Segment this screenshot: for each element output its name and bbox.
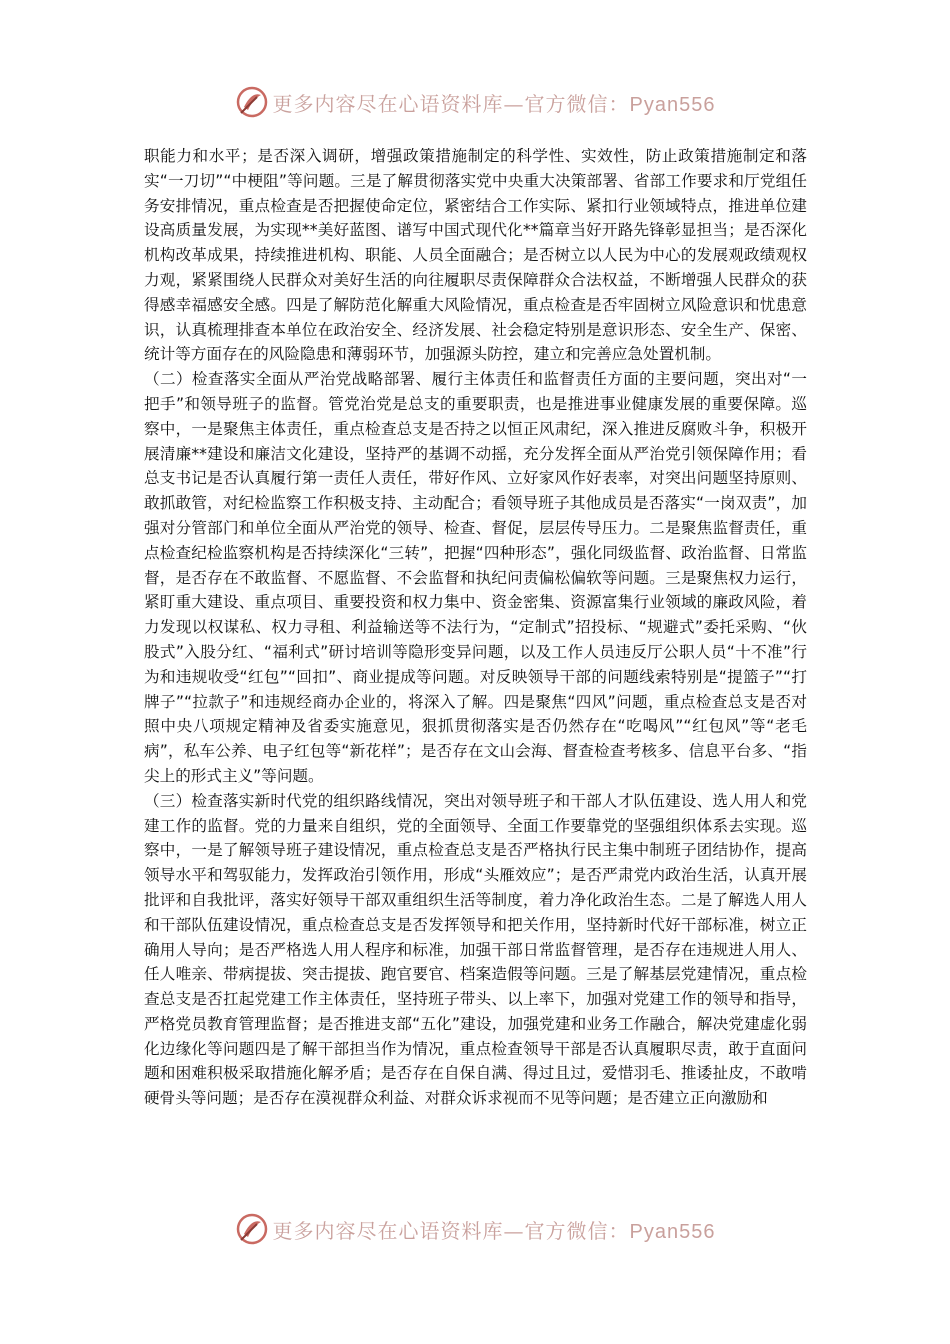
watermark-text: 更多内容尽在心语资料库—官方微信： [272,1218,630,1243]
logo-icon [235,1212,269,1246]
watermark-id: Pyan556 [629,1220,716,1243]
watermark-id: Pyan556 [629,93,716,116]
paragraph: （二）检查落实全面从严治党战略部署、履行主体责任和监督责任方面的主要问题，突出对“一把手”和领导班子的监督。管党治党是总支的重要职责，也是推进事业健康发展的重要保障。巡察中，一是聚焦主体责任，重点检查总支是否持之以恒正风肃纪，深入推进反腐败斗争，积极开展清廉**建设和廉洁文化建设，坚持严的基调不动摇，充分发挥全面从严治党引领保障作用；看总支书记是否认真履行第一责任人责任，带好作风、立好家风作好表率，对突出问题坚持原则、敢抓敢管，对纪检监察工作积极支持、主动配合；看领导班子其他成员是否落实“一岗双责”，加强对分管部门和单位全面从严治党的领导、检查、督促，层层传导压力。二是聚焦监督责任，重点检查纪检监察机构是否持续深化“三转”，把握“四种形态”，强化同级监督、政治监督、日常监督，是否存在不敢监督、不愿监督、不会监督和执纪问责偏松偏软等问题。三是聚焦权力运行，紧盯重大建设、重点项目、重要投资和权力集中、资金密集、资源富集行业领域的廉政风险，着力发现以权谋私、权力寻租、利益输送等不法行为，“定制式”招投标、“规避式”委托采购、“伙股式”入股分红、“福利式”研讨培训等隐形变异问题，以及工作人员违反厅公职人员“十不准”行为和违规收受“红包”“回扣”、商业提成等问题。对反映领导干部的问题线索特别是“提篮子”“打牌子”“拉款子”和违规经商办企业的，将深入了解。四是聚焦“四风”问题，重点检查总支是否对照中央八项规定精神及省委实施意见，狠抓贯彻落实是否仍然存在“吃喝风”“红包风”等“老毛病”，私车公养、电子红包等“新花样”；是否存在文山会海、督查检查考核多、信息平台多、“指尖上的形式主义”等问题。 [144,370,807,785]
paragraph: 职能力和水平；是否深入调研，增强政策措施制定的科学性、实效性，防止政策措施制定和落实“一刀切”“中梗阻”等问题。三是了解贯彻落实党中央重大决策部署、省部工作要求和厅党组任务安排情况，重点检查是否把握使命定位，紧密结合工作实际、紧扣行业领域特点，推进单位建设高质量发展，为实现**美好蓝图、谱写中国式现代化**篇章当好开路先锋彰显担当；是否深化机构改革成果，持续推进机构、职能、人员全面融合；是否树立以人民为中心的发展观政绩观权力观，紧紧围绕人民群众对美好生活的向往履职尽责保障群众合法权益，不断增强人民群众的获得感幸福感安全感。四是了解防范化解重大风险情况，重点检查是否牢固树立风险意识和忧患意识，认真梳理排查本单位在政治安全、经济发展、社会稳定特别是意识形态、安全生产、保密、统计等方面存在的风险隐患和薄弱环节，加强源头防控，建立和完善应急处置机制。 [144,147,807,364]
footer-watermark [0,1207,950,1251]
paragraph: （三）检查落实新时代党的组织路线情况，突出对领导班子和干部人才队伍建设、选人用人和党建工作的监督。党的力量来自组织，党的全面领导、全面工作要靠党的坚强组织体系去实现。巡察中，一是了解领导班子建设情况，重点检查总支是否严格执行民主集中制班子团结协作，提高领导水平和驾驭能力，发挥政治引领作用，形成“头雁效应”；是否严肃党内政治生活，认真开展批评和自我批评，落实好领导干部双重组织生活等制度，着力净化政治生态。二是了解选人用人和干部队伍建设情况，重点检查总支是否发挥领导和把关作用，坚持新时代好干部标准，树立正确用人导向；是否严格选人用人程序和标准，加强干部日常监督管理，是否存在违规进人用人、任人唯亲、带病提拔、突击提拔、跑官要官、档案造假等问题。三是了解基层党建情况，重点检查总支是否扛起党建工作主体责任，坚持班子带头、以上率下，加强对党建工作的领导和指导，严格党员教育管理监督；是否推进支部“五化”建设，加强党建和业务工作融合，解决党建虚化弱化边缘化等问题四是了解干部担当作为情况，重点检查领导干部是否认真履职尽责，敢于直面问题和困难积极采取措施化解矛盾；是否存在自保自满、得过且过，爱惜羽毛、推诿扯皮，不敢啃硬骨头等问题；是否存在漠视群众利益、对群众诉求视而不见等问题；是否建立正向激励和 [144,791,807,1108]
header-watermark [0,80,950,124]
watermark-text: 更多内容尽在心语资料库—官方微信： [272,91,630,116]
logo-icon [235,85,269,119]
document-body [144,144,807,1111]
